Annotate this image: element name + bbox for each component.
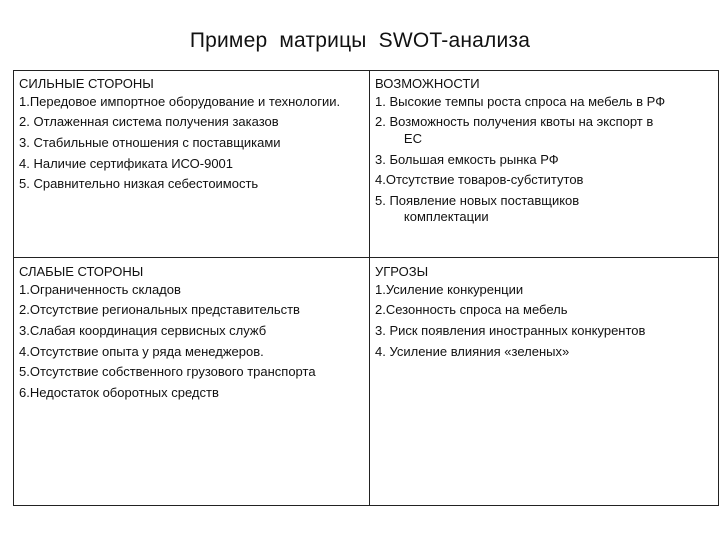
list-item: 2. Отлаженная система получения заказов bbox=[19, 114, 279, 130]
list-item: 3. Большая емкость рынка РФ bbox=[375, 151, 559, 167]
weaknesses-header: СЛАБЫЕ СТОРОНЫ bbox=[19, 264, 144, 279]
threats-list bbox=[375, 282, 715, 361]
list-item: 1. Высокие темпы роста спроса на мебель в РФ bbox=[375, 93, 666, 109]
list-item: 5.Отсутствие собственного грузового транспорта bbox=[19, 364, 316, 380]
list-item: 4.Отсутствие опыта у ряда менеджеров. bbox=[19, 343, 264, 359]
list-item: 2.Отсутствие региональных представительств bbox=[19, 302, 300, 318]
strengths-cell bbox=[19, 76, 364, 197]
horizontal-divider bbox=[14, 257, 718, 258]
list-item: 5. Сравнительно низкая себестоимость bbox=[19, 176, 259, 192]
opportunities-header: ВОЗМОЖНОСТИ bbox=[375, 76, 480, 91]
threats-header: УГРОЗЫ bbox=[375, 264, 429, 279]
strengths-header: СИЛЬНЫЕ СТОРОНЫ bbox=[19, 76, 154, 91]
list-item: 1.Ограниченность складов bbox=[19, 281, 181, 297]
list-item: 4. Усиление влияния «зеленых» bbox=[375, 343, 570, 359]
strengths-list bbox=[19, 94, 364, 193]
list-item: 4.Отсутствие товаров-субститутов bbox=[375, 172, 584, 188]
swot-matrix bbox=[13, 70, 719, 506]
opportunities-cell bbox=[375, 76, 715, 230]
list-item: 1.Усиление конкуренции bbox=[375, 281, 524, 297]
list-item: 6.Недостаток оборотных средств bbox=[19, 384, 219, 400]
opportunities-list bbox=[375, 94, 715, 226]
list-item: 4. Наличие сертификата ИСО-9001 bbox=[19, 155, 234, 171]
threats-cell bbox=[375, 264, 715, 364]
list-item: 3. Риск появления иностранных конкурентов bbox=[375, 322, 646, 338]
vertical-divider bbox=[369, 71, 370, 505]
weaknesses-cell bbox=[19, 264, 364, 405]
list-item: 2.Сезонность спроса на мебель bbox=[375, 302, 568, 318]
list-item: 2. Возможность получения квоты на экспорт в ЕС bbox=[375, 114, 654, 146]
list-item: 1.Передовое импортное оборудование и технологии. bbox=[19, 93, 341, 109]
page-title: Пример матрицы SWOT-анализа bbox=[189, 29, 531, 52]
list-item: 5. Появление новых поставщиков комплектации bbox=[375, 192, 580, 225]
list-item: 3. Стабильные отношения с поставщиками bbox=[19, 134, 281, 150]
weaknesses-list bbox=[19, 282, 364, 402]
list-item: 3.Слабая координация сервисных служб bbox=[19, 322, 267, 338]
